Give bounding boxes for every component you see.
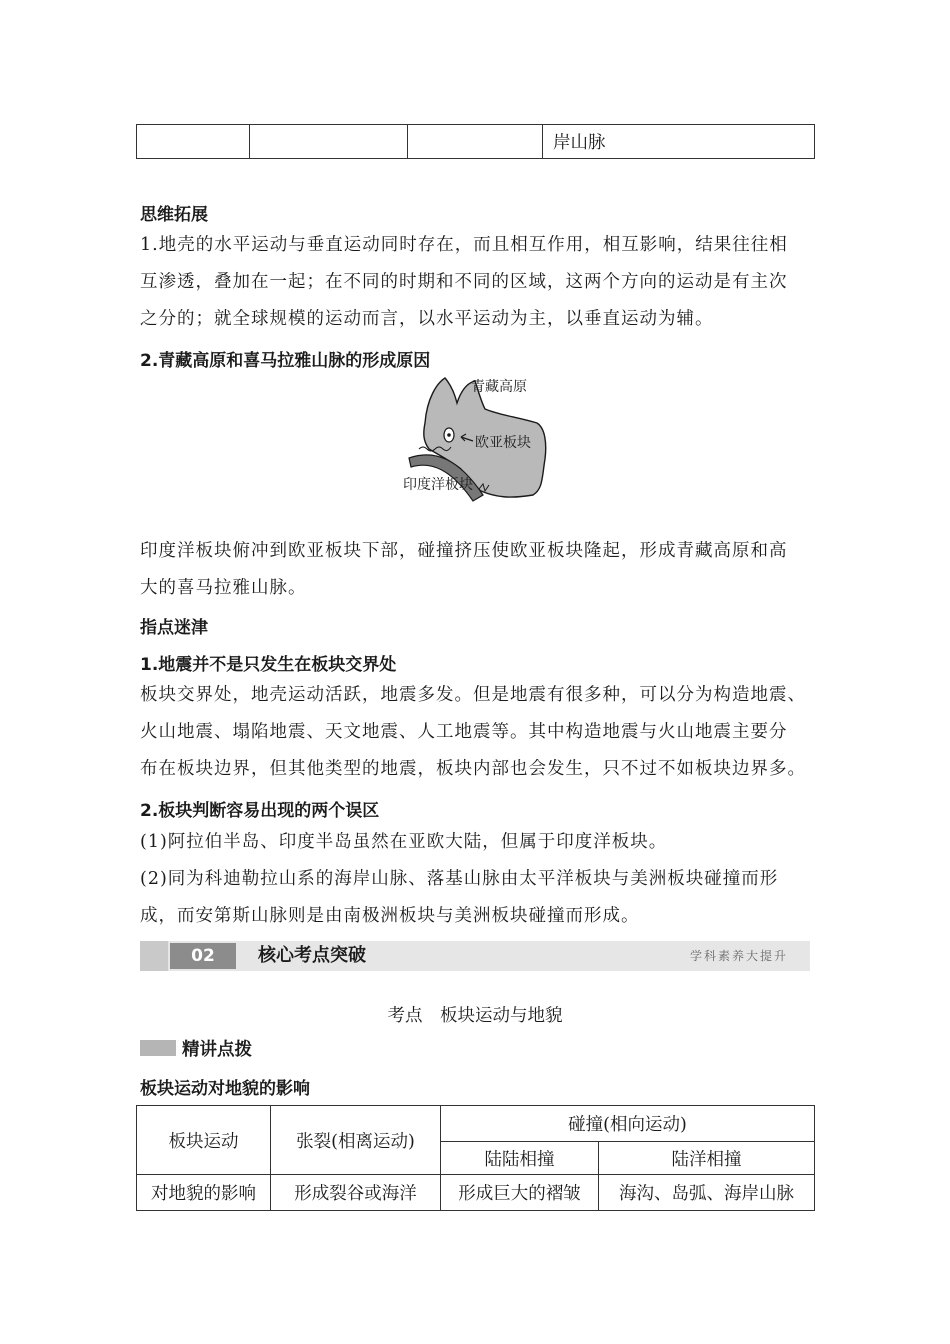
banner-right-text: 学科素养大提升 [689, 949, 788, 963]
table-header-cell: 陆陆相撞 [441, 1142, 599, 1175]
section-banner [140, 941, 810, 971]
banner-title: 核心考点突破 [258, 945, 366, 966]
top-table-fragment [136, 124, 815, 159]
table-row [137, 1106, 815, 1142]
label-eurasian: 欧亚板块 [475, 435, 531, 451]
paragraph-line: 之分的；就全球规模的运动而言，以水平运动为主，以垂直运动为辅。 [140, 309, 714, 329]
section-title: 考点 板块运动与地貌 [387, 1006, 563, 1026]
sub-heading-marker [140, 1040, 176, 1056]
table-header-cell: 陆洋相撞 [599, 1142, 815, 1175]
table-title: 板块运动对地貌的影响 [140, 1079, 310, 1099]
paragraph-line: 板块交界处，地壳运动活跃，地震多发。但是地震有很多种，可以分为构造地震、 [140, 685, 806, 705]
expansion-item1 [140, 227, 830, 338]
paragraph-line: 大的喜马拉雅山脉。 [140, 578, 307, 598]
table-header-cell: 碰撞(相向运动) [441, 1106, 815, 1142]
table-row [137, 125, 815, 159]
paragraph-line: (2)同为科迪勒拉山系的海岸山脉、落基山脉由太平洋板块与美洲板块碰撞而形 [140, 869, 779, 889]
table-row [137, 1175, 815, 1211]
plate-collision-diagram [395, 373, 560, 513]
paragraph-line: 互渗透，叠加在一起；在不同的时期和不同的区域，这两个方向的运动是有主次 [140, 272, 788, 292]
tips-item1-heading: 1.地震并不是只发生在板块交界处 [140, 655, 397, 675]
paragraph-line: 布在板块边界，但其他类型的地震，板块内部也会发生，只不过不如板块边界多。 [140, 759, 806, 779]
table-cell [137, 125, 250, 159]
table-cell: 岸山脉 [543, 125, 815, 159]
table-header-cell: 板块运动 [137, 1106, 271, 1175]
plate-motion-table [136, 1105, 815, 1211]
tips-item1-body [140, 677, 840, 788]
sub-heading: 精讲点拨 [182, 1040, 252, 1060]
expansion-heading: 思维拓展 [140, 205, 208, 225]
label-plateau: 青藏高原 [471, 379, 527, 395]
expansion-item2-heading: 2.青藏高原和喜马拉雅山脉的形成原因 [140, 351, 431, 371]
label-indian: 印度洋板块 [403, 477, 473, 493]
banner-number: 02 [170, 943, 236, 969]
table-header-cell: 张裂(相离运动) [271, 1106, 441, 1175]
table-cell: 海沟、岛弧、海岸山脉 [599, 1175, 815, 1211]
table-cell [250, 125, 408, 159]
paragraph-line: 印度洋板块俯冲到欧亚板块下部，碰撞挤压使欧亚板块隆起，形成青藏高原和高 [140, 541, 788, 561]
table-cell: 对地貌的影响 [137, 1175, 271, 1211]
paragraph-line: (1)阿拉伯半岛、印度半岛虽然在亚欧大陆，但属于印度洋板块。 [140, 832, 668, 852]
paragraph-line: 成，而安第斯山脉则是由南极洲板块与美洲板块碰撞而形成。 [140, 906, 640, 926]
plate-collision-figure [395, 373, 560, 513]
volcano-core [447, 433, 451, 437]
tips-heading: 指点迷津 [140, 618, 208, 638]
tips-item2-body [140, 824, 840, 935]
paragraph-line: 1.地壳的水平运动与垂直运动同时存在，而且相互作用，相互影响，结果往往相 [140, 235, 788, 255]
table-cell: 形成巨大的褶皱 [441, 1175, 599, 1211]
banner-left-stripe [140, 941, 168, 971]
paragraph-line: 火山地震、塌陷地震、天文地震、人工地震等。其中构造地震与火山地震主要分 [140, 722, 788, 742]
tips-item2-heading: 2.板块判断容易出现的两个误区 [140, 801, 380, 821]
table-cell: 形成裂谷或海洋 [271, 1175, 441, 1211]
figure-caption [140, 533, 830, 607]
table-cell [408, 125, 543, 159]
